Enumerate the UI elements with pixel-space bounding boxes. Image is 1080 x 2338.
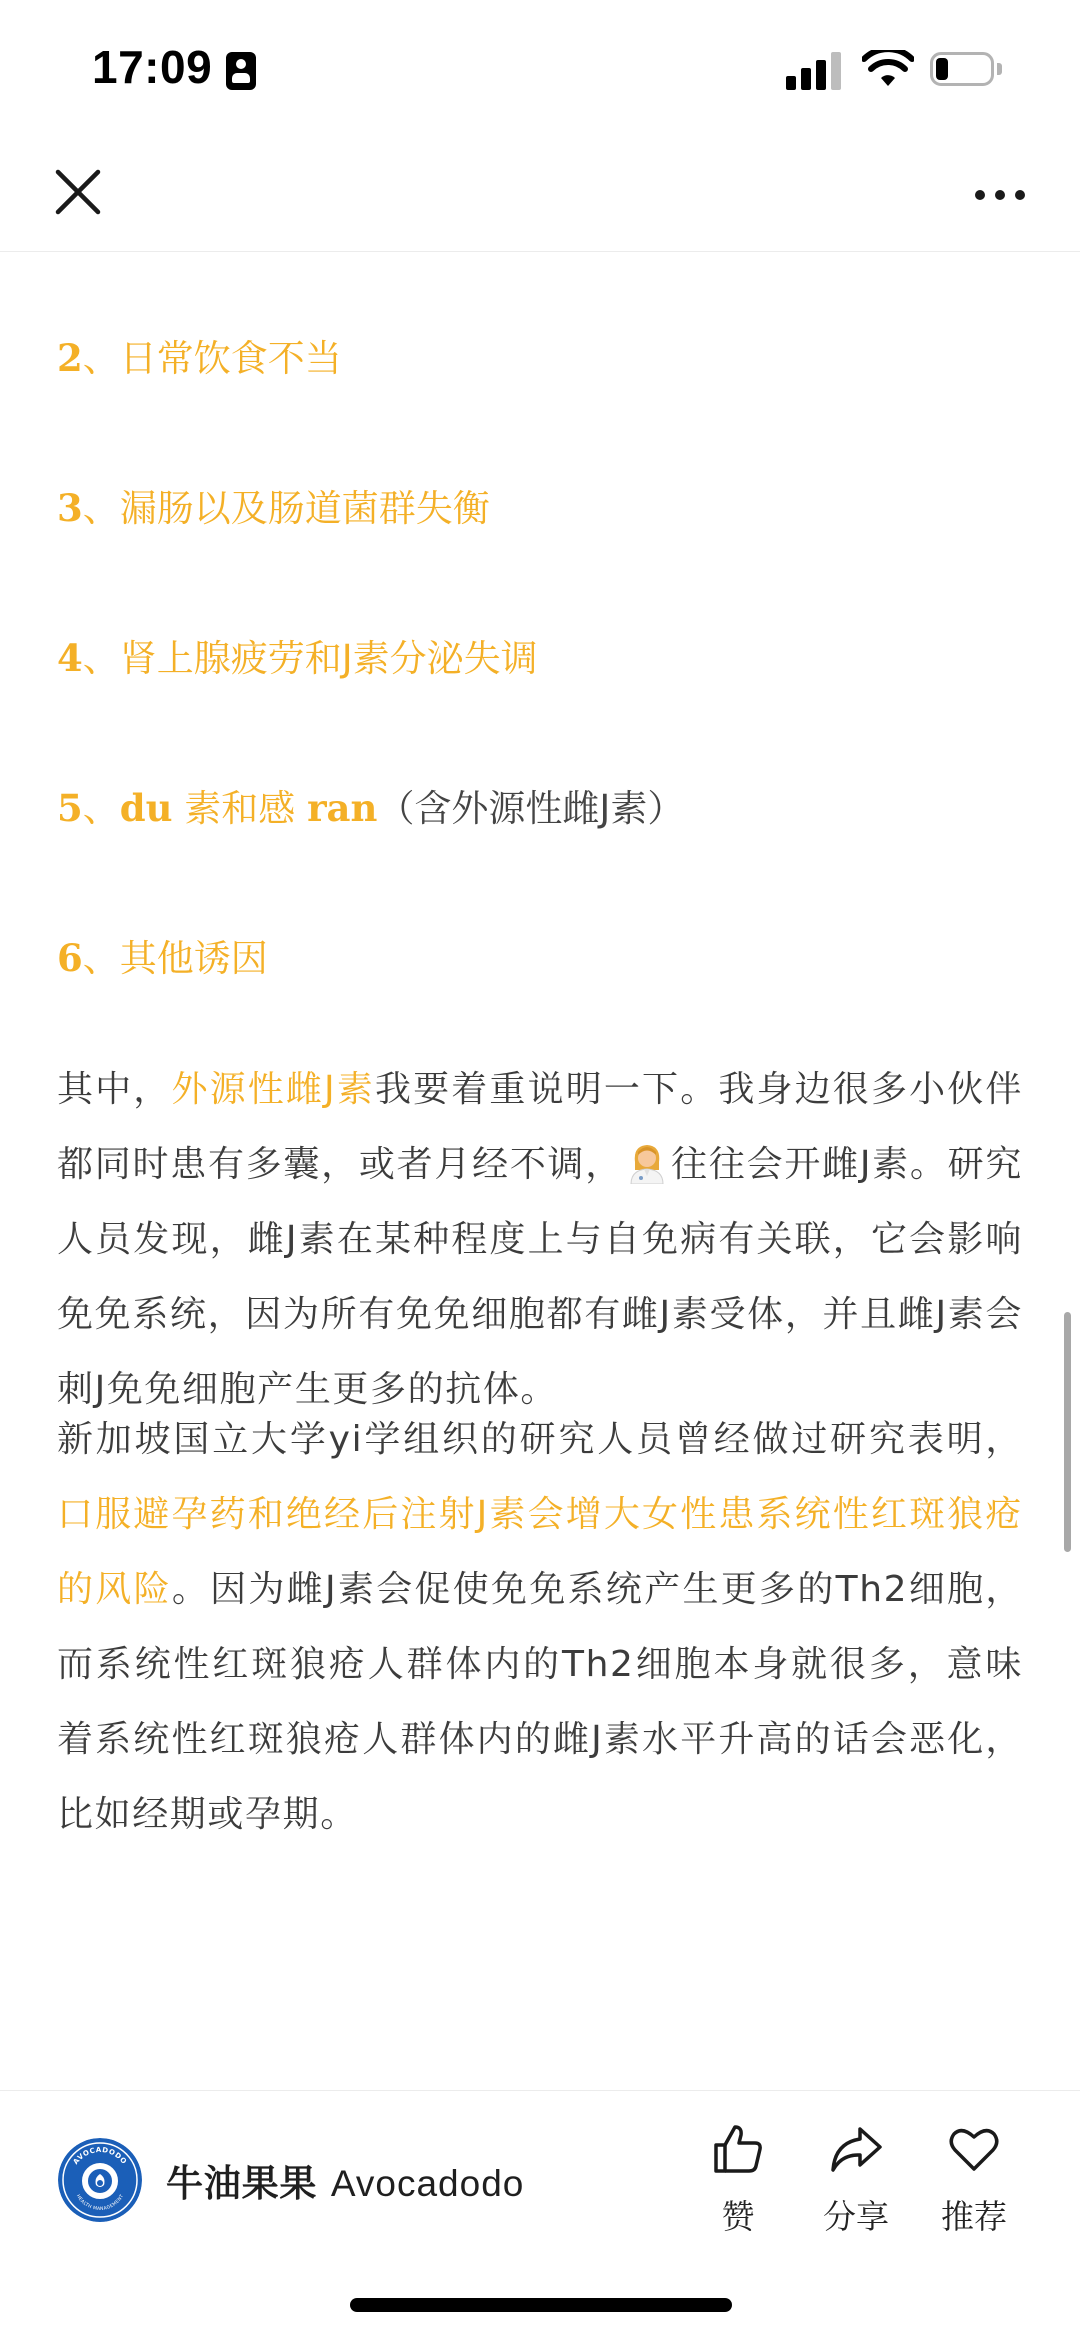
- share-arrow-icon: [828, 2121, 884, 2177]
- more-dots-icon[interactable]: [970, 170, 1030, 220]
- svg-text:HEALTH MANAGEMENT: HEALTH MANAGEMENT: [74, 2193, 126, 2213]
- home-indicator[interactable]: [350, 2298, 732, 2312]
- woman-health-worker-emoji: [627, 1140, 667, 1184]
- nav-bar: [0, 140, 1080, 252]
- scrollbar-thumb[interactable]: [1064, 1312, 1071, 1552]
- author-name[interactable]: 牛油果果 Avocadodo: [166, 2162, 525, 2205]
- like-label: 赞: [721, 2197, 755, 2236]
- wifi-icon: [862, 50, 914, 90]
- status-time: 17:09: [92, 41, 213, 93]
- like-button[interactable]: [688, 2121, 788, 2238]
- recommend-label: 推荐: [941, 2197, 1007, 2236]
- paragraph-estrogen: 其中，外源性雌J素我要着重说明一下。我身边很多小伙伴都同时患有多囊，或者月经不调， 往往会开雌J素。研究人员发现，雌J素在某种程度上与自免病有关联，它会影响免免系统，因为所有免免细胞都有雌J素受体，并且雌J素会刺J免免细胞产生更多的抗体。: [57, 1069, 1023, 1410]
- avatar[interactable]: [58, 2138, 142, 2222]
- section-heading-5: 5、du 素和感 ran（含外源性雌J素）: [57, 786, 685, 830]
- paragraph-research: 新加坡国立大学yi学组织的研究人员曾经做过研究表明，口服避孕药和绝经后注射J素会增大女性患系统性红斑狼疮的风险。因为雌J素会促使免免系统产生更多的Th2细胞，而系统性红斑狼疮人群体内的Th2细胞本身就很多，意味着系统性红斑狼疮人群体内的雌J素水平升高的话会恶化，比如经期或孕期。: [57, 1419, 1023, 1835]
- thumbs-up-icon: [710, 2121, 766, 2177]
- battery-low-icon: [930, 52, 1004, 90]
- recommend-button[interactable]: [924, 2121, 1024, 2238]
- highlight-text: 口服避孕药和绝经后注射J素会增大女性患系统性红斑狼疮的风险: [57, 1494, 1023, 1610]
- svg-text:AVOCADODO: AVOCADODO: [71, 2145, 129, 2166]
- share-label: 分享: [823, 2197, 889, 2236]
- share-button[interactable]: [806, 2121, 906, 2238]
- section-heading-2: 2、日常饮食不当: [57, 336, 342, 380]
- close-icon[interactable]: [50, 164, 106, 220]
- status-bar: [0, 0, 1080, 140]
- highlight-text: 外源性雌J素: [171, 1069, 375, 1110]
- author-profile[interactable]: [58, 2137, 524, 2223]
- section-heading-4: 4、肾上腺疲劳和J素分泌失调: [57, 636, 538, 680]
- section-heading-3: 3、漏肠以及肠道菌群失衡: [57, 486, 490, 530]
- id-card-icon: [226, 52, 256, 90]
- section-heading-6: 6、其他诱因: [57, 936, 268, 980]
- heart-icon: [946, 2121, 1002, 2177]
- cellular-signal-icon: [786, 52, 842, 90]
- article-body: [57, 252, 1023, 2088]
